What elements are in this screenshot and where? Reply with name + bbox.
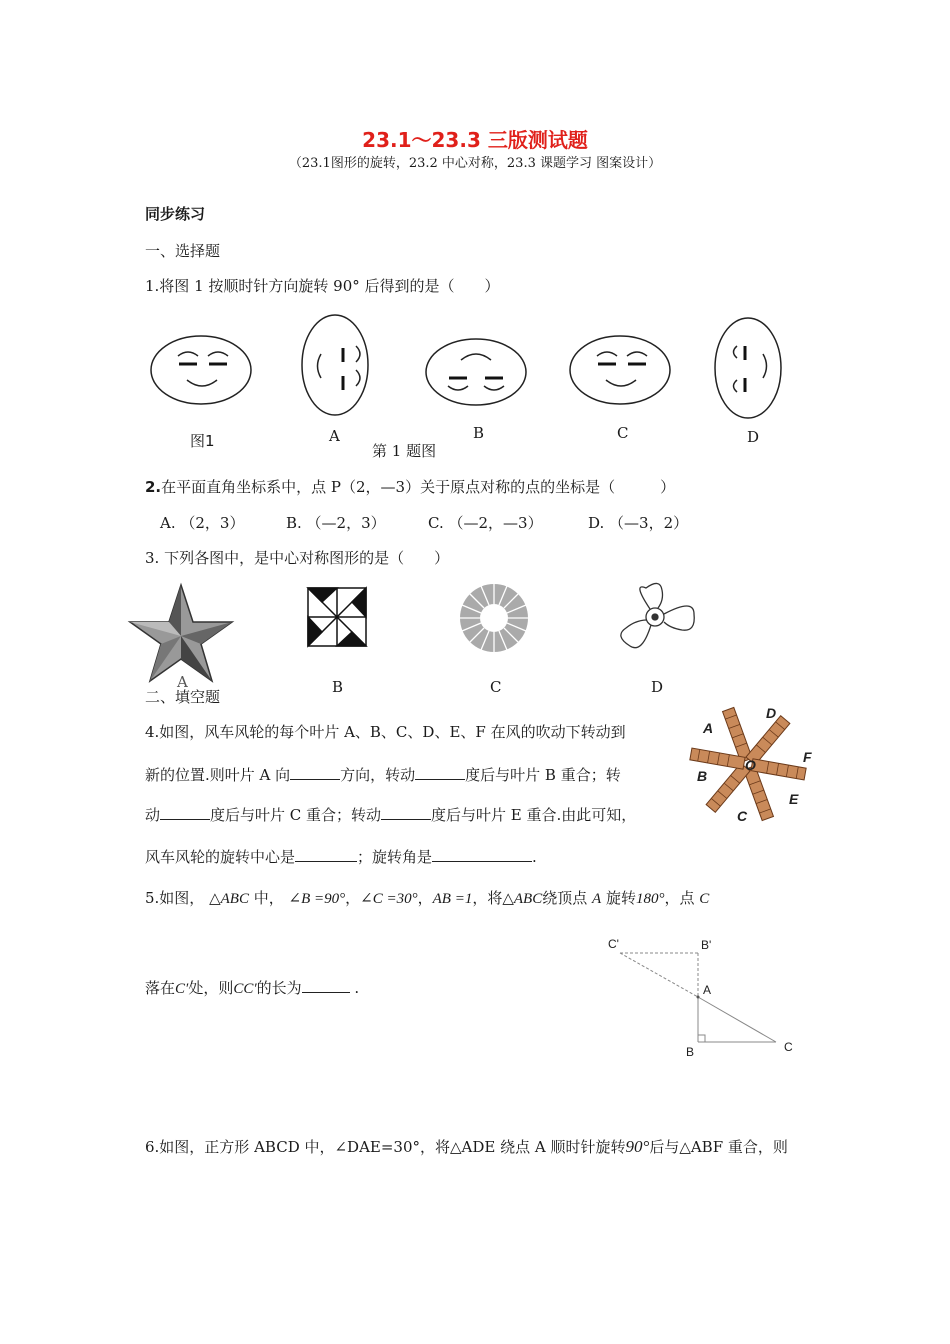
figure-caption: 第 1 题图	[372, 442, 437, 460]
answer-blank[interactable]	[432, 847, 532, 862]
q5-triangle: △ABC	[209, 891, 249, 907]
q5-cc-prime: CC′	[233, 981, 257, 997]
smiley-face-a	[302, 315, 368, 415]
question-2-body: 在平面直角坐标系中，点 P（2，—3）关于原点对称的点的坐标是（ ）	[161, 478, 676, 496]
figure-label-c: C	[617, 424, 629, 442]
q3-label-b: B	[332, 678, 344, 696]
wheel-label-e: E	[789, 791, 799, 807]
page-subtitle: （23.1图形的旋转，23.2 中心对称，23.3 课题学习 图案设计）	[288, 156, 662, 171]
question-4-line-2	[145, 764, 621, 785]
answer-blank[interactable]	[160, 805, 210, 820]
q5-point-a: A	[592, 891, 602, 907]
answer-blank[interactable]	[381, 805, 431, 820]
figure-label-original: 图1	[190, 432, 215, 450]
fig-label-b-prime: B'	[701, 938, 712, 952]
option-b: B. （—2，3）	[286, 514, 386, 532]
question-4-line-1: 4.如图，风车风轮的每个叶片 A、B、C、D、E、F 在风的吹动下转动到	[145, 723, 626, 741]
figure-label-a: A	[329, 427, 340, 445]
q5-text-1: 5.如图，	[145, 889, 205, 907]
q4-text-2b: 方向，转动	[340, 766, 416, 784]
q3-label-a: A	[177, 673, 188, 691]
q5-text-2c: 的长为	[256, 979, 302, 997]
page-title: 23.1～23.3 三版测试题	[362, 128, 588, 152]
q5-degree: 180°	[636, 891, 665, 907]
fig-label-b: B	[686, 1045, 695, 1059]
fan-figure	[621, 583, 694, 647]
wheel-label-b: B	[697, 768, 708, 784]
q4-text-3b: 度后与叶片 C 重合；转动	[210, 806, 382, 824]
option-a: A. （2，3）	[160, 514, 245, 532]
q4-text-4c: .	[532, 848, 537, 866]
smiley-face-original	[151, 336, 251, 404]
wheel-label-d: D	[766, 705, 777, 721]
q5-text-5: 旋转	[605, 889, 636, 907]
q5-angle-b: ∠B =90°	[288, 891, 346, 907]
smiley-face-b	[426, 339, 526, 405]
question-5-line-1: 5.如图， △ABC 中， ∠B =90°，∠C =30°，AB =1，将△ABC绕顶点 A 旋转180°，点 C	[145, 889, 710, 907]
question-2-text	[145, 476, 675, 497]
q5-text-2d: .	[354, 979, 360, 997]
question-4-line-3	[145, 804, 636, 825]
wheel-label-f: F	[803, 749, 812, 765]
answer-blank[interactable]	[290, 765, 340, 780]
question-6-text	[145, 1136, 788, 1157]
question-3-figures	[0, 580, 950, 680]
answer-blank[interactable]	[295, 847, 357, 862]
q3-label-c: C	[490, 678, 502, 696]
q6-text-2: 后与△ABF 重合，则	[649, 1138, 788, 1156]
q3-label-d: D	[651, 678, 664, 696]
q5-text-6: ，点	[664, 889, 695, 907]
fig-label-c: C	[784, 1040, 793, 1054]
figure-label-d: D	[747, 428, 760, 446]
star-figure	[130, 585, 232, 681]
smiley-face-d	[715, 318, 781, 418]
q4-text-2c: 度后与叶片 B 重合；转	[465, 766, 621, 784]
q4-text-3c: 度后与叶片 E 重合.由此可知，	[431, 806, 637, 824]
q4-text-3a: 动	[145, 806, 161, 824]
q5-ab: AB =1	[432, 891, 473, 907]
q6-degree: 90°	[625, 1137, 650, 1156]
q5-triangle-2: △ABC	[502, 891, 543, 907]
fig-label-c-prime: C'	[608, 937, 619, 951]
q5-text-2b: 处，则	[188, 979, 234, 997]
q5-point-c: C	[699, 891, 710, 907]
wheel-label-a: A	[703, 720, 714, 736]
q5-text-2a: 落在	[145, 979, 176, 997]
q4-text-2a: 新的位置.则叶片 A 向	[145, 766, 291, 784]
wheel-label-o: O	[745, 757, 756, 773]
question-4-line-4	[145, 846, 537, 867]
part-heading-choice: 一、选择题	[145, 242, 221, 260]
section-heading: 同步练习	[145, 205, 206, 223]
part-heading-fill: 二、填空题	[145, 688, 221, 706]
q4-text-4b: ；旋转角是	[357, 848, 433, 866]
sunburst-figure	[460, 584, 528, 652]
wheel-label-c: C	[737, 808, 748, 824]
figure-label-b: B	[473, 424, 485, 442]
q4-text-4a: 风车风轮的旋转中心是	[145, 848, 296, 866]
q5-text-2: 中，	[253, 889, 284, 907]
q5-c-prime: C′	[175, 981, 189, 997]
answer-blank[interactable]	[415, 765, 465, 780]
question-3-text: 3. 下列各图中，是中心对称图形的是（ ）	[145, 549, 450, 567]
q5-angle-c: ∠C =30°	[360, 891, 418, 907]
q6-text-1: 6.如图，正方形 ABCD 中，∠DAE=30°，将△ADE 绕点 A 顺时针旋转	[145, 1138, 626, 1156]
q5-text-4: 绕顶点	[542, 889, 588, 907]
question-1-text: 1.将图 1 按顺时针方向旋转 90° 后得到的是（ ）	[145, 277, 500, 295]
option-d: D. （—3，2）	[588, 514, 689, 532]
answer-blank[interactable]	[302, 978, 350, 993]
smiley-face-c	[570, 336, 670, 404]
option-c: C. （—2，—3）	[428, 514, 543, 532]
question-5-line-2	[145, 977, 359, 998]
fig-label-a: A	[703, 983, 712, 997]
q5-text-3: ，将	[472, 889, 503, 907]
question-2-number: 2.	[145, 478, 162, 496]
pinwheel-figure	[308, 588, 366, 646]
